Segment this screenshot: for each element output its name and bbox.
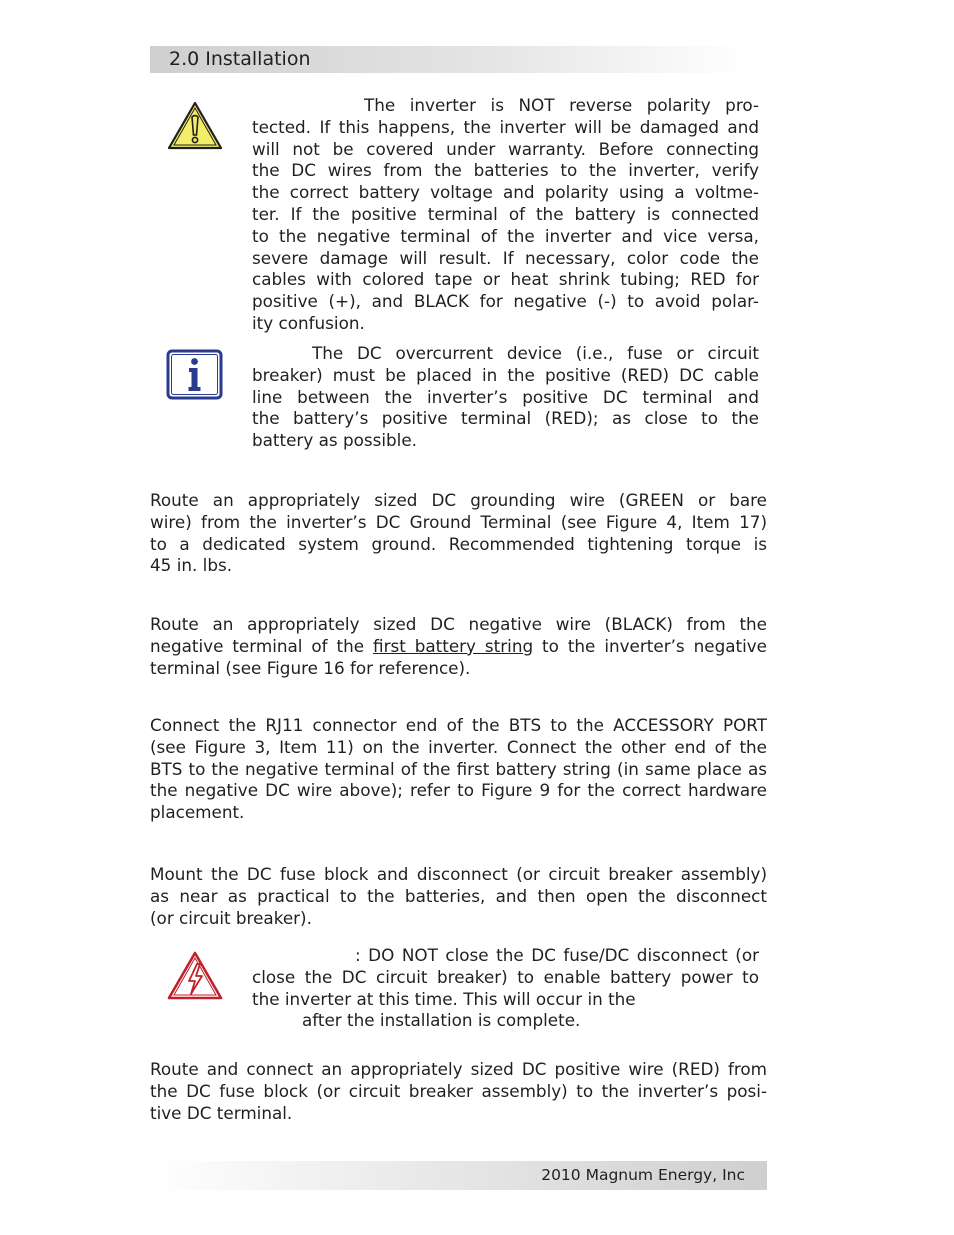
caution-line: to the negative terminal of the inverter and vice versa, bbox=[252, 225, 759, 246]
info-line: breaker) must be placed in the positive (RED) DC cable bbox=[252, 364, 759, 385]
warning-line: close the DC circuit breaker) to enable battery power to bbox=[252, 966, 759, 987]
caution-notice bbox=[252, 95, 759, 335]
fuse-block-step bbox=[150, 864, 767, 929]
warning-line: : DO NOT close the DC fuse/DC disconnect (or bbox=[355, 945, 759, 965]
ground-line: to a dedicated system ground. Recommended tightening torque is bbox=[150, 533, 767, 554]
caution-line: will not be covered under warranty. Before connecting bbox=[252, 138, 759, 159]
positive-line: tive DC terminal. bbox=[150, 1102, 293, 1123]
info-line: the battery’s positive terminal (RED); as close to the bbox=[252, 408, 759, 429]
bts-line: BTS to the negative terminal of the first battery string (in same place as bbox=[150, 758, 767, 779]
caution-line: ity confusion. bbox=[252, 312, 365, 333]
negative-line: Route an appropriately sized DC negative wire (BLACK) from the bbox=[150, 614, 767, 634]
caution-line: The inverter is NOT reverse polarity pro- bbox=[364, 95, 759, 115]
bts-step bbox=[150, 715, 767, 824]
info-notice bbox=[252, 343, 759, 452]
info-icon bbox=[166, 349, 223, 400]
negative-line-text: negative terminal of the bbox=[150, 635, 373, 656]
bts-line: the negative DC wire above); refer to Figure 9 for the correct hardware bbox=[150, 780, 767, 801]
section-title: 2.0 Installation bbox=[169, 48, 311, 70]
bts-line: (see Figure 3, Item 11) on the inverter. Connect the other end of the bbox=[150, 736, 767, 757]
info-line: battery as possible. bbox=[252, 430, 417, 451]
warning-notice bbox=[252, 945, 759, 1032]
caution-line: ter. If the positive terminal of the battery is connected bbox=[252, 203, 759, 224]
caution-line: tected. If this happens, the inverter will be damaged and bbox=[252, 116, 759, 137]
caution-triangle-icon bbox=[166, 100, 224, 152]
caution-line: the DC wires from the batteries to the inverter, verify bbox=[252, 160, 759, 181]
caution-line: positive (+), and BLACK for negative (-) to avoid polar- bbox=[252, 291, 759, 312]
bts-line: Connect the RJ11 connector end of the BTS to the ACCESSORY PORT bbox=[150, 715, 767, 735]
electric-shock-warning-icon bbox=[166, 950, 224, 1002]
caution-line: the correct battery voltage and polarity using a voltme- bbox=[252, 182, 759, 203]
positive-wire-step bbox=[150, 1059, 767, 1124]
info-line: The DC overcurrent device (i.e., fuse or circuit bbox=[312, 343, 759, 363]
caution-line: severe damage will result. If necessary, color code the bbox=[252, 247, 759, 268]
ground-wire-step bbox=[150, 490, 767, 577]
ground-line: Route an appropriately sized DC grounding wire (GREEN or bare bbox=[150, 490, 767, 510]
info-line: line between the inverter’s positive DC terminal and bbox=[252, 386, 759, 407]
warning-line: after the installation is complete. bbox=[302, 1010, 581, 1031]
ground-line: wire) from the inverter’s DC Ground Terminal (see Figure 4, Item 17) bbox=[150, 511, 767, 532]
positive-line: Route and connect an appropriately sized DC positive wire (RED) from bbox=[150, 1059, 767, 1079]
page-footer bbox=[150, 1161, 767, 1190]
fuse-line: (or circuit breaker). bbox=[150, 907, 312, 928]
ground-line: 45 in. lbs. bbox=[150, 555, 233, 576]
fuse-line: as near as practical to the batteries, and then open the disconnect bbox=[150, 885, 767, 906]
positive-line: the DC fuse block (or circuit breaker assembly) to the inverter’s posi- bbox=[150, 1080, 767, 1101]
footer-copyright: 2010 Magnum Energy, Inc bbox=[541, 1166, 745, 1184]
caution-line: cables with colored tape or heat shrink tubing; RED for bbox=[252, 269, 759, 290]
first-battery-string-link: first battery string bbox=[373, 635, 534, 656]
warning-line: the inverter at this time. This will occur in the bbox=[252, 988, 636, 1009]
fuse-line: Mount the DC fuse block and disconnect (or circuit breaker assembly) bbox=[150, 864, 767, 884]
negative-line: terminal (see Figure 16 for reference). bbox=[150, 657, 471, 678]
negative-line-text: to the inverter’s negative bbox=[533, 635, 768, 656]
negative-line bbox=[150, 636, 767, 658]
bts-line: placement. bbox=[150, 802, 245, 823]
negative-wire-step bbox=[150, 614, 767, 679]
section-header bbox=[150, 46, 750, 73]
